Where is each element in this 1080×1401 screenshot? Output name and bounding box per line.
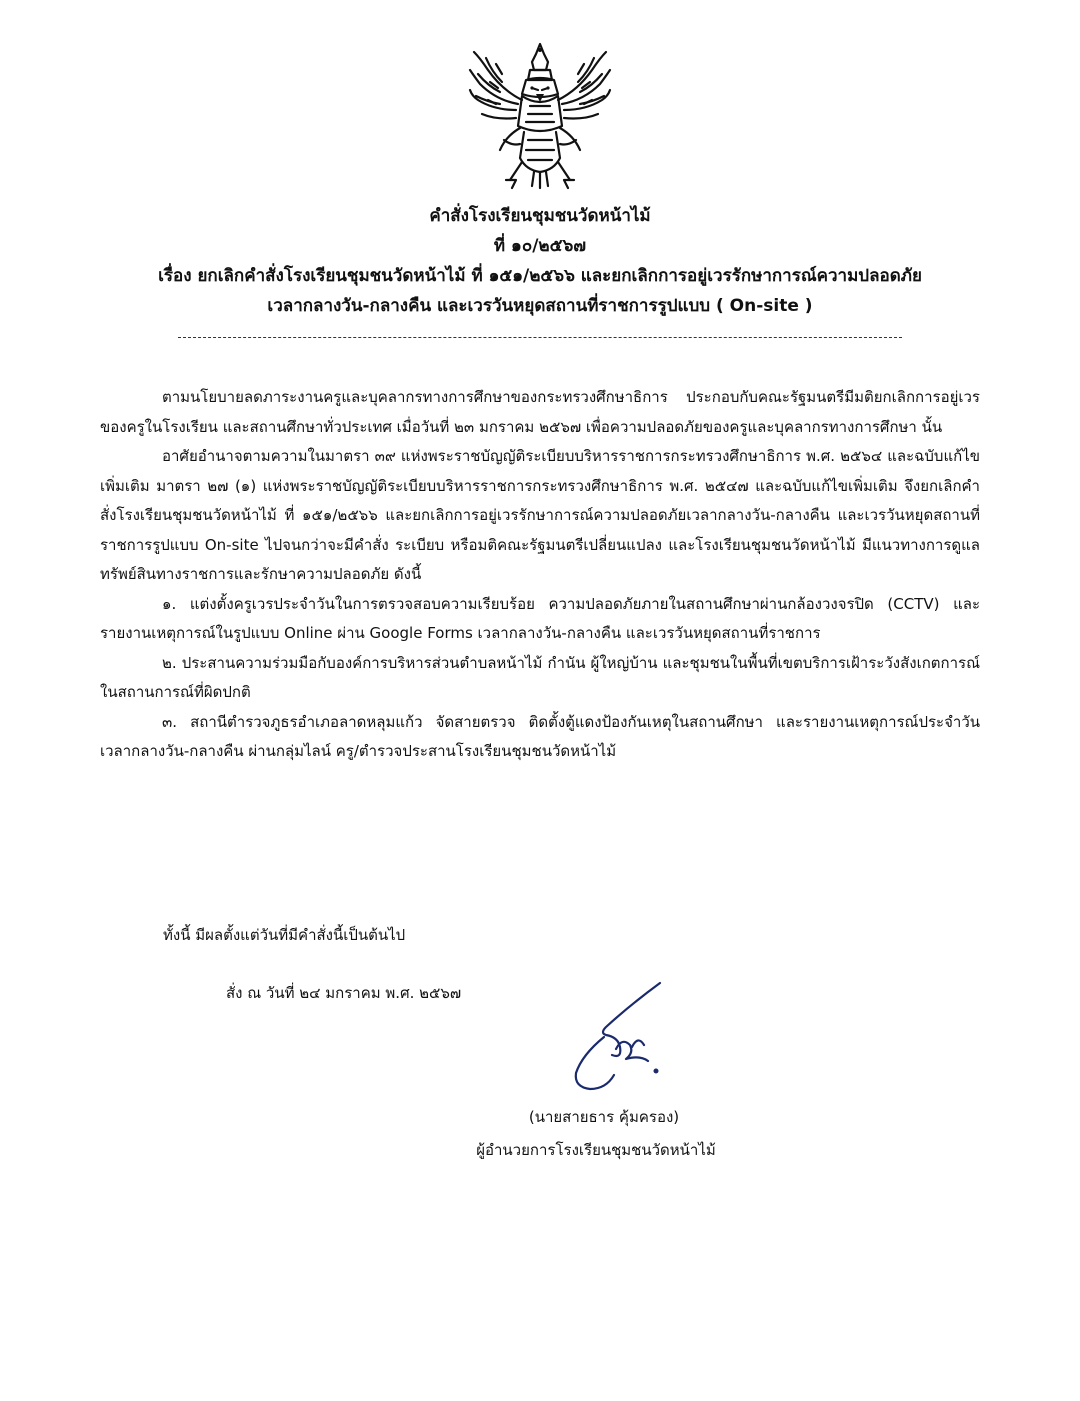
order-date: สั่ง ณ วันที่ ๒๔ มกราคม พ.ศ. ๒๕๖๗: [226, 984, 462, 1002]
document-header: [0, 201, 1080, 321]
signer-position: ผู้อำนวยการโรงเรียนชุมชนวัดหน้าไม้: [476, 1141, 716, 1159]
paragraph-item-2: ๒. ประสานความร่วมมือกับองค์การบริหารส่วนตำบลหน้าไม้ กำนัน ผู้ใหญ่บ้าน และชุมชนในพื้นที่เขตบริการเฝ้าระวังสังเกตการณ์ในสถานการณ์ที่ผิดปกติ: [100, 653, 980, 701]
order-number: ที่ ๑๐/๒๕๖๗: [493, 236, 587, 256]
header-divider: [178, 337, 902, 338]
order-subject-line1: เรื่อง ยกเลิกคำสั่งโรงเรียนชุมชนวัดหน้าไม้ ที่ ๑๕๑/๒๕๖๖ และยกเลิกการอยู่เวรรักษาการณ์ความปลอดภัย: [158, 266, 922, 286]
paragraph-item-1: ๑. แต่งตั้งครูเวรประจำวันในการตรวจสอบความเรียบร้อย ความปลอดภัยภายในสถานศึกษาผ่านกล้องวงจรปิด (CCTV) และรายงานเหตุการณ์ในรูปแบบ Online ผ่าน Google Forms เวลากลางวัน-กลางคืน และเวรวันหยุดสถานที่ราชการ: [100, 594, 980, 642]
paragraph-policy: ตามนโยบายลดภาระงานครูและบุคลากรทางการศึกษาของกระทรวงศึกษาธิการ ประกอบกับคณะรัฐมนตรีมีมติยกเลิกการอยู่เวรของครูในโรงเรียน และสถานศึกษาทั่วประเทศ เมื่อวันที่ ๒๓ มกราคม ๒๕๖๗ เพื่อความปลอดภัยของครูและบุคลากรทางการศึกษา นั้น: [100, 388, 980, 436]
effective-clause: ทั้งนี้ มีผลตั้งแต่วันที่มีคำสั่งนี้เป็นต้นไป: [163, 926, 406, 944]
paragraph-item-3: ๓. สถานีตำรวจภูธรอำเภอลาดหลุมแก้ว จัดสายตรวจ ติดตั้งตู้แดงป้องกันเหตุในสถานศึกษา และรายงานเหตุการณ์ประจำวัน เวลากลางวัน-กลางคืน ผ่านกลุ่มไลน์ ครู/ตำรวจประสานโรงเรียนชุมชนวัดหน้าไม้: [100, 712, 980, 760]
order-body: [100, 383, 980, 767]
paragraph-authority: อาศัยอำนาจตามความในมาตรา ๓๙ แห่งพระราชบัญญัติระเบียบบริหารราชการกระทรวงศึกษาธิการ พ.ศ. ๒๕๖๔ และฉบับแก้ไขเพิ่มเติม มาตรา ๒๗ (๑) แห่งพระราชบัญญัติระเบียบบริหารราชการกระทรวงศึกษาธิการ พ.ศ. ๒๕๔๗ และฉบับแก้ไขเพิ่มเติม จึงยกเลิกคำสั่งโรงเรียนชุมชนวัดหน้าไม้ ที่ ๑๕๑/๒๕๖๖ และยกเลิกการอยู่เวรรักษาการณ์ความปลอดภัยเวลากลางวัน-กลางคืน และเวรวันหยุดสถานที่ราชการรูปแบบ On-site ไปจนกว่าจะมีคำสั่ง ระเบียบ หรือมติคณะรัฐมนตรีเปลี่ยนแปลง และโรงเรียนชุมชนวัดหน้าไม้ มีแนวทางการดูแลทรัพย์สินทางราชการและรักษาความปลอดภัย ดังนี้: [100, 447, 980, 583]
garuda-emblem-icon: [466, 40, 614, 192]
order-title: คำสั่งโรงเรียนชุมชนวัดหน้าไม้: [429, 206, 651, 226]
handwritten-signature: [560, 975, 700, 1095]
order-subject-line2: เวลากลางวัน-กลางคืน และเวรวันหยุดสถานที่ราชการรูปแบบ ( On-site ): [267, 296, 813, 316]
signer-name: (นายสายธาร คุ้มครอง): [528, 1108, 680, 1126]
